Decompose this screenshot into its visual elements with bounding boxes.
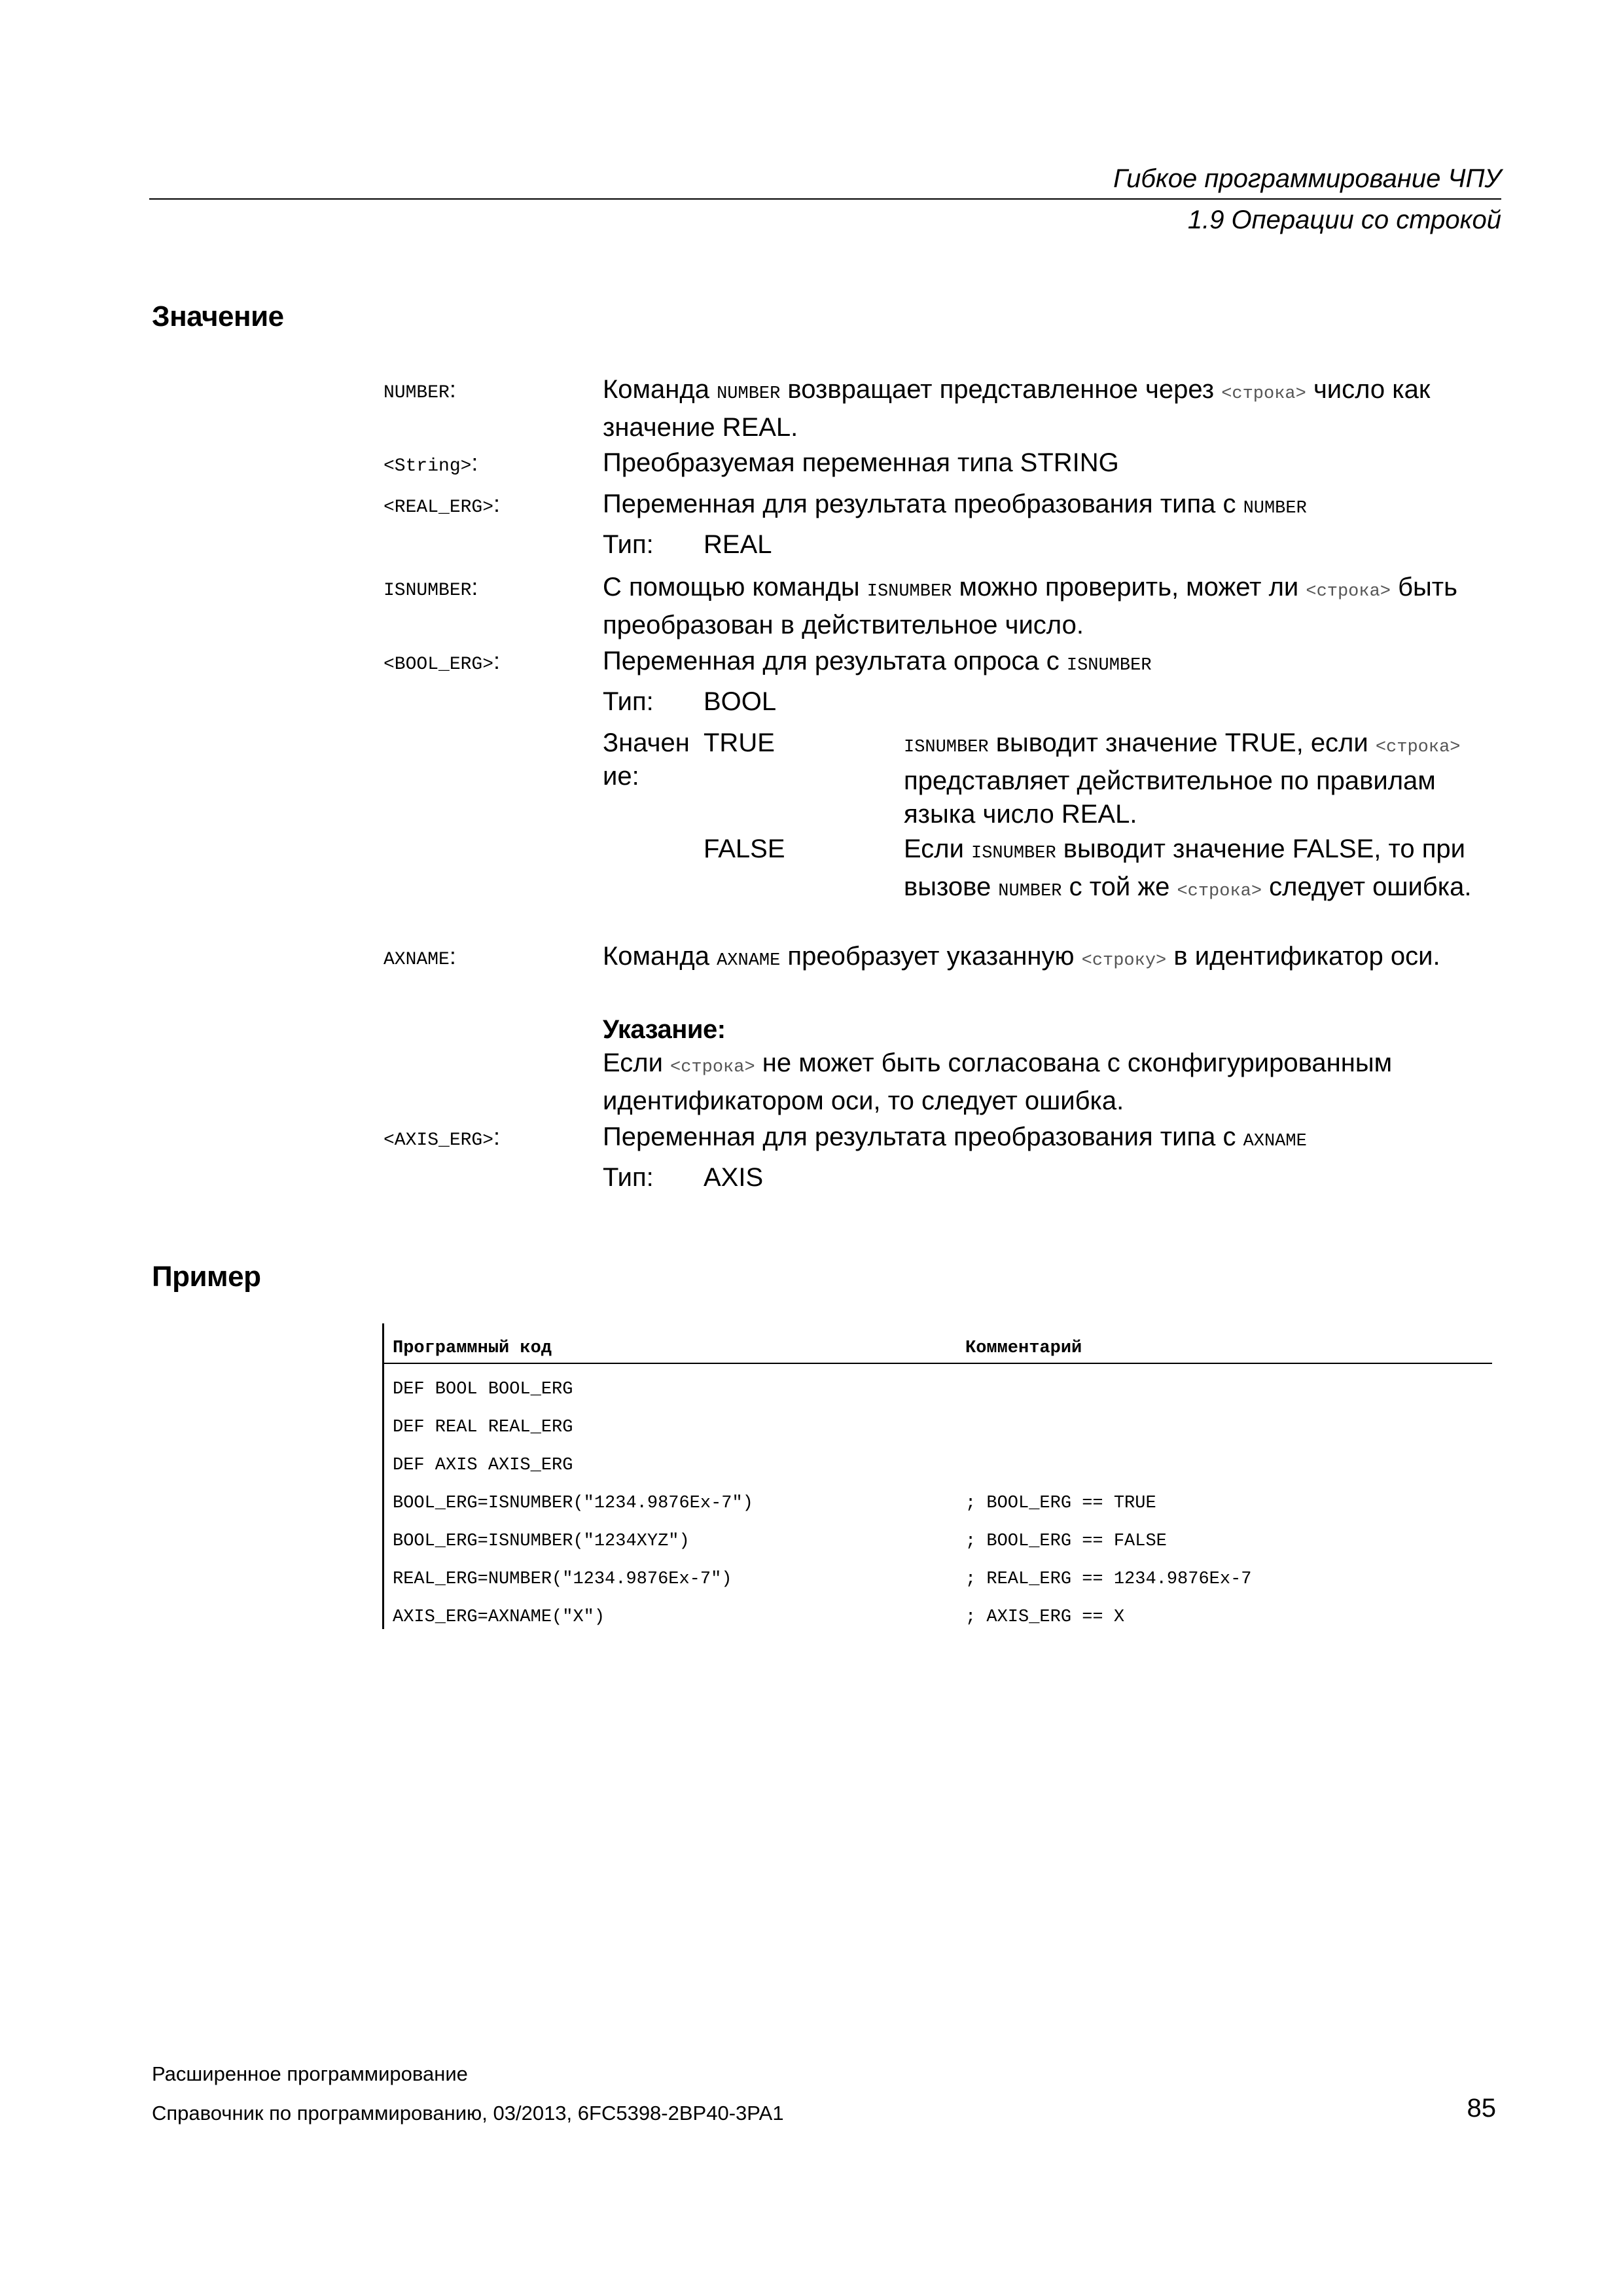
footer-document-info: Справочник по программированию, 03/2013, 6FC5398-2BP40-3PA1 <box>152 2102 784 2125</box>
param-term-real-erg: <REAL_ERG>: <box>383 490 501 518</box>
type-label: Тип: <box>603 687 654 716</box>
value-true: TRUE <box>704 728 775 757</box>
table-cell-code: BOOL_ERG=ISNUMBER("1234.9876Ex-7") <box>393 1494 753 1513</box>
param-desc-number: Команда NUMBER возвращает представленное через <строка> число как значение REAL. <box>603 375 1431 442</box>
param-desc-isnumber: С помощью команды ISNUMBER можно проверить, может ли <строка> быть преобразован в действительное число. <box>603 573 1457 639</box>
param-desc-real-erg: Переменная для результата преобразования типа с NUMBER <box>603 490 1307 518</box>
value-false-desc: Если ISNUMBER выводит значение FALSE, то при вызове NUMBER с той же <строка> следует ошибка. <box>904 834 1472 901</box>
type-label: Тип: <box>603 530 654 559</box>
type-label: Тип: <box>603 1163 654 1192</box>
param-desc-axname: Команда AXNAME преобразует указанную <строку> в идентификатор оси. <box>603 942 1440 971</box>
param-term-number: NUMBER: <box>383 376 456 403</box>
table-header-comment: Комментарий <box>965 1338 1082 1358</box>
note-text: Если <строка> не может быть согласована с сконфигурированным идентификатором оси, то следует ошибка. <box>603 1049 1393 1115</box>
table-cell-code: DEF REAL REAL_ERG <box>393 1418 573 1437</box>
note-heading: Указание: <box>603 1015 726 1044</box>
param-term-bool-erg: <BOOL_ERG>: <box>383 647 501 675</box>
type-value-real: REAL <box>704 530 772 559</box>
param-term-string: <String>: <box>383 449 478 476</box>
param-term-axis-erg: <AXIS_ERG>: <box>383 1123 501 1151</box>
table-cell-comment: ; BOOL_ERG == TRUE <box>965 1494 1156 1513</box>
section-heading-example: Пример <box>152 1261 261 1293</box>
running-header-section: 1.9 Операции со строкой <box>1187 206 1501 234</box>
param-term-axname: AXNAME: <box>383 942 456 970</box>
param-desc-axis-erg: Переменная для результата преобразования типа с AXNAME <box>603 1122 1307 1151</box>
value-label: Значен ие: <box>603 728 690 791</box>
type-value-bool: BOOL <box>704 687 777 716</box>
table-cell-code: AXIS_ERG=AXNAME("X") <box>393 1607 605 1627</box>
type-value-axis: AXIS <box>704 1163 764 1192</box>
table-cell-code: BOOL_ERG=ISNUMBER("1234XYZ") <box>393 1532 690 1551</box>
param-desc-bool-erg: Переменная для результата опроса с ISNUMBER <box>603 647 1152 675</box>
header-rule <box>149 198 1501 200</box>
table-cell-comment: ; AXIS_ERG == X <box>965 1607 1125 1627</box>
param-desc-string: Преобразуемая переменная типа STRING <box>603 448 1119 477</box>
table-cell-code: DEF BOOL BOOL_ERG <box>393 1380 573 1399</box>
table-header-code: Программный код <box>393 1338 552 1358</box>
footer-title: Расширенное программирование <box>152 2062 468 2085</box>
table-cell-comment: ; BOOL_ERG == FALSE <box>965 1532 1167 1551</box>
table-cell-code: REAL_ERG=NUMBER("1234.9876Ex-7") <box>393 1570 732 1589</box>
page-number: 85 <box>1467 2094 1496 2123</box>
section-heading-value: Значение <box>152 300 284 332</box>
table-cell-code: DEF AXIS AXIS_ERG <box>393 1456 573 1475</box>
value-false: FALSE <box>704 834 785 863</box>
running-header-chapter: Гибкое программирование ЧПУ <box>1113 164 1501 193</box>
table-cell-comment: ; REAL_ERG == 1234.9876Ex-7 <box>965 1570 1252 1589</box>
param-term-isnumber: ISNUMBER: <box>383 573 478 601</box>
table-left-rule <box>382 1323 384 1629</box>
table-header-rule <box>383 1363 1492 1364</box>
value-true-desc: ISNUMBER выводит значение TRUE, если <строка> представляет действительное по правилам языка число REAL. <box>904 728 1461 829</box>
